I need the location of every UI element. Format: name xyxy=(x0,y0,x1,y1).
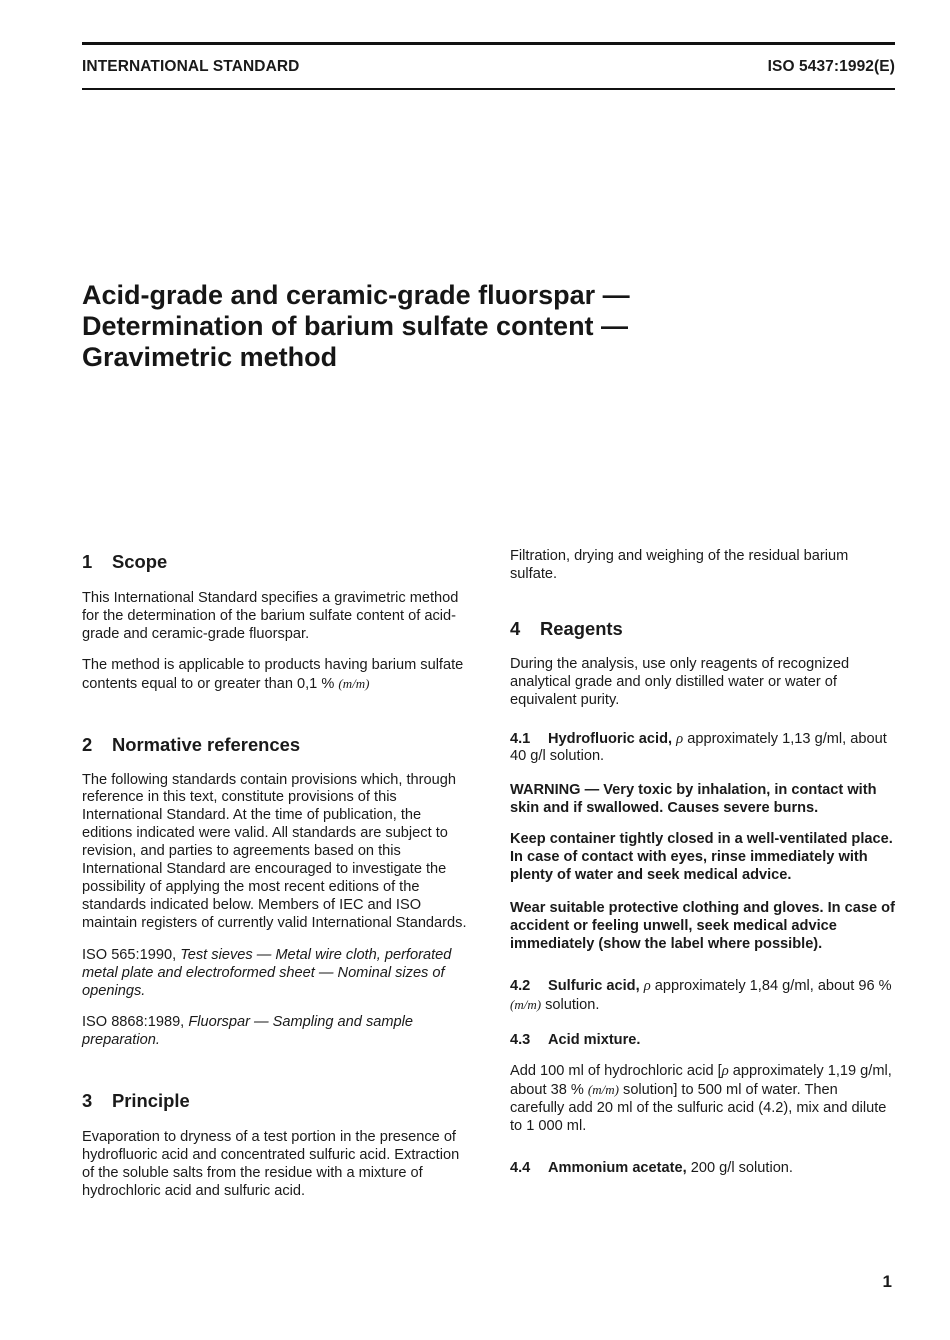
reagent-4-4 xyxy=(510,1160,896,1178)
mass-fraction-unit: (m/m) xyxy=(338,675,370,691)
principle-continuation: Filtration, drying and weighing of the residual barium sulfate. xyxy=(510,548,849,582)
mass-fraction-unit: (m/m) xyxy=(510,996,542,1012)
reagent-4-2 xyxy=(510,978,896,1015)
header-top-rule xyxy=(82,42,895,45)
header-bottom-rule xyxy=(82,88,895,90)
reference-iso-565 xyxy=(82,947,468,1001)
clause-number: 4.2 xyxy=(510,977,531,994)
section-4-heading xyxy=(510,618,896,640)
document-title xyxy=(82,280,882,373)
section-number: 2 xyxy=(82,733,93,755)
reagent-name: Acid mixture. xyxy=(548,1032,641,1049)
applicability-text: The method is applicable to products having barium sulfate contents equal to or greater than 0,1 % xyxy=(82,656,464,692)
section-number: 3 xyxy=(82,1090,93,1112)
reagent-spec: approximately 1,13 g/ml, about 40 g/l solution. xyxy=(510,730,887,765)
clause-number: 4.4 xyxy=(510,1159,531,1176)
reagent-spec-tail: solution. xyxy=(545,996,600,1013)
section-number: 1 xyxy=(82,551,93,572)
section-2-heading xyxy=(82,734,468,756)
section-number: 4 xyxy=(510,617,521,639)
reference-title: Test sieves — Metal wire cloth, perforated metal plate and electroformed sheet — Nominal sizes of openings. xyxy=(82,946,452,999)
standard-number: ISO 5437:1992(E) xyxy=(767,58,895,75)
mass-fraction-unit: (m/m) xyxy=(587,1082,619,1098)
section-title: Principle xyxy=(112,1090,190,1112)
title-line-3: Gravimetric method xyxy=(82,342,338,372)
normative-references-paragraph: The following standards contain provisions which, through reference in this text, constitute provisions of this International Standard. At the time of publication, the editions indicated were valid. All standards are subject to revision, and parties to agreements based on this International Standard are encouraged to investigate the possibility of applying the most recent editions of the standards indicated below. Members of IEC and ISO maintain registers of currently valid International Standards. xyxy=(82,771,467,931)
section-1-heading xyxy=(82,551,468,573)
density-symbol: ρ xyxy=(643,977,651,994)
reagent-name: Sulfuric acid, xyxy=(548,977,640,994)
scope-paragraph: This International Standard specifies a gravimetric method for the determination of the barium sulfate content of acid-grade and ceramic-grade fluorspar. xyxy=(82,590,459,642)
section-title: Reagents xyxy=(540,617,623,639)
title-line-2: Determination of barium sulfate content — xyxy=(82,311,629,341)
scope-applicability-paragraph xyxy=(82,657,468,694)
section-title: Normative references xyxy=(112,733,301,755)
section-title: Scope xyxy=(112,551,168,572)
reference-iso-8868 xyxy=(82,1014,468,1050)
reagent-4-3 xyxy=(510,1032,896,1050)
warning-protective: Wear suitable protective clothing and gloves. In case of accident or feeling unwell, seek medical advice immediately (show the label where possible). xyxy=(510,899,895,952)
reference-title: Fluorspar — Sampling and sample preparation. xyxy=(82,1014,413,1049)
procedure-text-c: solution] to 500 ml of water. Then carefully add 20 ml of the sulfuric acid (4.2), mix and dilute to 1 000 ml. xyxy=(510,1082,887,1135)
procedure-text-a: Add 100 ml of hydrochloric acid [ xyxy=(510,1063,722,1080)
reference-code: ISO 8868:1989, xyxy=(82,1014,185,1031)
right-column xyxy=(510,548,896,1178)
clause-number: 4.1 xyxy=(510,730,531,747)
reagent-name: Ammonium acetate, xyxy=(548,1159,687,1176)
reagent-name: Hydrofluoric acid, xyxy=(548,730,673,747)
reference-code: ISO 565:1990, xyxy=(82,946,177,963)
density-symbol: ρ xyxy=(721,1063,729,1080)
procedure-text-b: approximately 1,19 g/ml, about 38 % xyxy=(510,1063,892,1099)
density-symbol: ρ xyxy=(676,730,684,747)
acid-mixture-procedure xyxy=(510,1063,896,1136)
section-3-heading xyxy=(82,1090,468,1112)
reagents-intro: During the analysis, use only reagents of recognized analytical grade and only distilled water or water of equivalent purity. xyxy=(510,655,850,708)
principle-paragraph: Evaporation to dryness of a test portion in the presence of hydrofluoric acid and concentrated sulfuric acid. Extraction of the soluble salts from the residue with a mixture of hydrochloric acid and sulfuric acid. xyxy=(82,1129,460,1199)
warning-container: Keep container tightly closed in a well-ventilated place. In case of contact with eyes, rinse immediately with plenty of water and seek medical advice. xyxy=(510,831,893,883)
warning-toxic: WARNING — Very toxic by inhalation, in contact with skin and if swallowed. Causes severe burns. xyxy=(510,782,877,817)
page-number: 1 xyxy=(882,1272,892,1291)
reagent-4-1 xyxy=(510,731,896,767)
reagent-spec: 200 g/l solution. xyxy=(690,1159,793,1176)
clause-number: 4.3 xyxy=(510,1032,531,1049)
reagent-spec: approximately 1,84 g/ml, about 96 % xyxy=(654,977,892,994)
left-column xyxy=(82,548,468,1201)
title-line-1: Acid-grade and ceramic-grade fluorspar — xyxy=(82,280,630,310)
document-type-label: INTERNATIONAL STANDARD xyxy=(82,58,300,75)
